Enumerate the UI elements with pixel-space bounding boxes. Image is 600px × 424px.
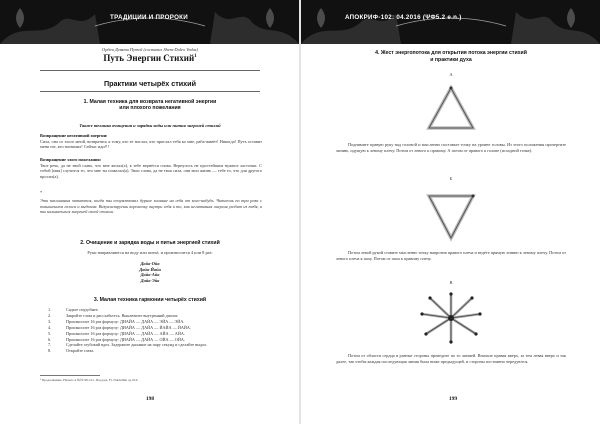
subsection-3-heading: 3. Малая техника гармонии четырёх стихий bbox=[93, 297, 207, 303]
subsection-1-heading: 1. Малая техника для возврата негативной энергии или плохого пожелания bbox=[83, 99, 217, 112]
return-wish-block: Возвращение злого пожелания: Твое речь, да не твой славо, что мне желал(а), к тебе вернётся снова. Вернулось не простейшим нужное ласточки. С тобой [имя] случится то, что мне ты пожелал(а). Твои слова, да не твоя сила, они мои жизнь — тебе то, что для другого просил(а). bbox=[40, 157, 262, 179]
return-energy-block: Возвращение негативной энергии: Сила, она со злого мной, возвратись к тому, кто ее наслал, кто прислал тебя ко мне, раба-живёт! Никогда! Путь оставит меня тот, кто назначил! Сейчас иди!!! bbox=[40, 133, 262, 150]
page-number-right: 199 bbox=[448, 396, 458, 402]
figure-b-label: Б bbox=[449, 176, 453, 181]
chant-list bbox=[40, 261, 260, 283]
radiating-lines-figure-icon bbox=[416, 290, 486, 346]
divider bbox=[40, 91, 260, 92]
section-title: Практики четырёх стихий bbox=[104, 79, 196, 88]
step-item: 2. Закройте глаза и расслабьтесь. Выключите внутренний диалог. bbox=[48, 312, 179, 318]
triangle-up-figure-icon bbox=[421, 82, 481, 140]
flourish-ornament-icon bbox=[0, 0, 299, 44]
running-head-right: АПОКРИФ-102: 04.2016 (ΨΦ5.2 e.n.) bbox=[345, 14, 462, 21]
author-line: Орден Девяти Путей (составил Shem-Daleo Vedas) bbox=[102, 47, 198, 52]
chant-line: Дайа-Йайа bbox=[139, 266, 161, 272]
footnote: ¹ Продолжение. Начало в №№ 99-101. Под ред. Fr. Nurdathin op 016. bbox=[40, 378, 139, 382]
chant-instruction: Руки направляются на воду или питьё, и произносится 4 или 8 раз: bbox=[87, 250, 213, 255]
chant-line: Дайа-Эйа bbox=[140, 277, 160, 283]
italic-note: Эти заклинания читаются, когда ты почувствовал дурное влияние на себя от кого-нибудь. Читаешь по три раза с повышением голоса и выдохом. Визуализируешь вороночку внутри себя и то, как негативная энергия уходит из тебя, и ты наливаешься энергией своей стихии. bbox=[40, 198, 262, 215]
asterisk-mark: * bbox=[40, 190, 43, 195]
left-page bbox=[0, 0, 299, 424]
footnote-divider bbox=[40, 375, 100, 376]
chant-line: Дайа-Айа bbox=[140, 272, 160, 278]
figure-a-label: А bbox=[449, 72, 453, 77]
divider bbox=[40, 70, 260, 71]
steps-list bbox=[48, 307, 262, 354]
gesture-heading: 4. Жест энергопотока для открытия потока энергии стихий и практики духа bbox=[375, 50, 527, 63]
step-item: 8. Откройте глаза. bbox=[48, 348, 95, 354]
figure-b-text: Потом левой рукой ставите мысленно точку напротив правого плеча и ведёте прямую линию к левому плечу. Потом от левого плеча к паху. Потом от паха к правому плечу. bbox=[336, 250, 566, 261]
left-header-ornament bbox=[0, 0, 299, 44]
right-page bbox=[301, 0, 600, 424]
triangle-down-figure-icon bbox=[421, 186, 481, 244]
footnote-ref: 1 bbox=[194, 54, 197, 59]
flourish-ornament-icon bbox=[301, 0, 600, 44]
page-number-left: 198 bbox=[145, 396, 155, 402]
right-header-ornament bbox=[301, 0, 600, 44]
running-head-left: ТРАДИЦИИ И ПРОРОКИ bbox=[110, 14, 189, 21]
figure-a-text: Поднимите правую руку над головой и мысленно поставьте точку на уровне головы. Из этого положения прочертите линию, идущую к левому плечу. Потом от левого к правому. А потом от правого к голове (исходной точке). bbox=[336, 142, 566, 153]
article-title: Путь Энергии Стихий$^1$ bbox=[103, 53, 197, 63]
technique-heading: Также техника очищения и зарядки воды или пития энергией стихий bbox=[79, 123, 221, 128]
step-item: 1. Сядьте поудобнее. bbox=[48, 307, 99, 312]
step-item: 6. Произносите 16 раз формулу: ДИАЙА — ДАЙА — ОЙА — ОЙА. bbox=[48, 336, 185, 342]
figure-c-label: В bbox=[449, 280, 453, 285]
step-item: 4. Произносите 16 раз формулу: ДИАЙА — ДАЙА — ЙАЙА — ЙАЙА. bbox=[48, 324, 191, 330]
subsection-2-heading: 2. Очищение и зарядка воды и питья энергией стихий bbox=[80, 240, 220, 246]
figure-c-text: Потом от области сердца в разные стороны проведите по то линией. Вначале правая вверх, за тем левая вверх и так далее, так чтобы каждая последующая линия была ниже предыдущей, и стороны постоянно чередуются. bbox=[336, 353, 566, 364]
step-item: 7. Сделайте глубокий вдох. Задержите дыхание на пару секунд и сделайте выдох. bbox=[48, 342, 208, 348]
step-item: 3. Произносите 16 раз формулу: ДИАЙА — ДАЙА — ЭЙА — ЭЙА. bbox=[48, 318, 185, 324]
step-item: 5. Произносите 16 раз формулу: ДИАЙА — ДАЙА — АЙА — АЙА. bbox=[48, 330, 185, 336]
chant-line: Дайа-Ойа bbox=[140, 261, 160, 266]
